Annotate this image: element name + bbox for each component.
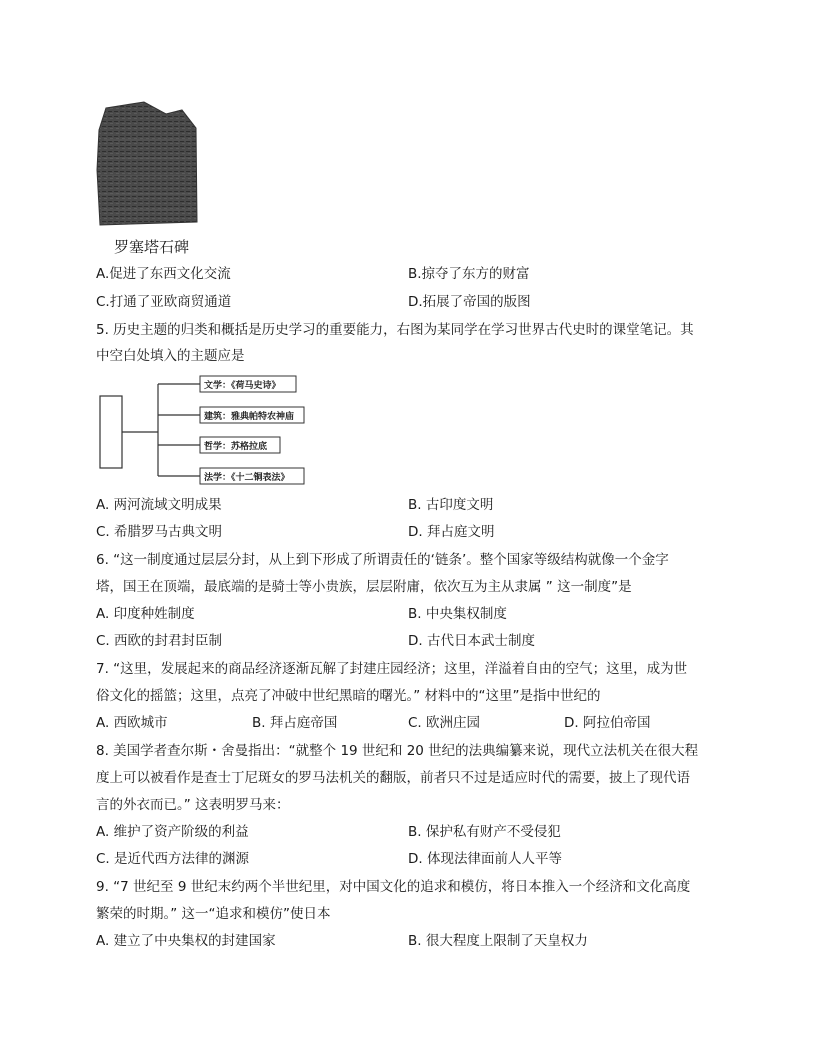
- q5-option-d: D. 拜占庭文明: [408, 524, 495, 540]
- q4-option-d: D.拓展了帝国的版图: [408, 294, 531, 310]
- q5-option-a: A. 两河流域文明成果: [96, 497, 222, 513]
- q5-option-b: B. 古印度文明: [408, 497, 494, 513]
- q9-stem-line-2: 繁荣的时期。” 这一“追求和模仿”使日本: [96, 906, 331, 922]
- diagram-item-architecture: 建筑：雅典帕特农神庙: [204, 412, 295, 422]
- q6-option-d: D. 古代日本武士制度: [408, 633, 535, 649]
- q4-option-a: A.促进了东西文化交流: [96, 266, 231, 282]
- q7-option-b: B. 拜占庭帝国: [252, 715, 338, 731]
- diagram-item-law: 法学：《十二铜表法》: [204, 473, 290, 483]
- q6-option-a: A. 印度种姓制度: [96, 606, 195, 622]
- q9-option-a: A. 建立了中央集权的封建国家: [96, 933, 276, 949]
- diagram-item-philosophy: 哲学：苏格拉底: [204, 442, 268, 452]
- q8-option-a: A. 维护了资产阶级的利益: [96, 824, 249, 840]
- q4-option-b: B.掠夺了东方的财富: [408, 266, 530, 282]
- q6-stem-line-1: 6. “这一制度通过层层分封，从上到下形成了所谓责任的‘链条’。整个国家等级结构就像一个金字: [96, 552, 669, 568]
- q5-stem-line-1: 5. 历史主题的归类和概括是历史学习的重要能力，右图为某同学在学习世界古代史时的课堂笔记。其: [96, 322, 694, 338]
- q5-stem-line-2: 中空白处填入的主题应是: [96, 348, 245, 364]
- image-caption: 罗塞塔石碑: [114, 238, 190, 256]
- q9-stem-line-1: 9. “7 世纪至 9 世纪末约两个半世纪里，对中国文化的追求和模仿，将日本推入一个经济和文化高度: [96, 879, 691, 895]
- q8-option-c: C. 是近代西方法律的渊源: [96, 851, 250, 867]
- q6-stem-line-2: 塔，国王在顶端，最底端的是骑士等小贵族，层层附庸，依次互为主从隶属 ” 这一制度”是: [96, 579, 632, 595]
- q8-stem-line-1: 8. 美国学者查尔斯・舍曼指出：“就整个 19 世纪和 20 世纪的法典编纂来说，现代立法机关在很大程: [96, 743, 699, 759]
- q6-option-c: C. 西欧的封君封臣制: [96, 633, 223, 649]
- q7-stem-line-2: 俗文化的摇篮；这里，点亮了冲破中世纪黑暗的曙光。” 材料中的“这里”是指中世纪的: [96, 688, 601, 704]
- q8-stem-line-3: 言的外衣而已。” 这表明罗马来：: [96, 797, 290, 813]
- rosetta-stone-image: [96, 100, 198, 228]
- q8-option-d: D. 体现法律面前人人平等: [408, 851, 562, 867]
- diagram-item-literature: 文学：《荷马史诗》: [204, 381, 281, 391]
- q6-option-b: B. 中央集权制度: [408, 606, 507, 622]
- q7-option-d: D. 阿拉伯帝国: [564, 715, 651, 731]
- q7-stem-line-1: 7. “这里，发展起来的商品经济逐渐瓦解了封建庄园经济；这里，洋溢着自由的空气；这里，成为世: [96, 661, 688, 677]
- q8-option-b: B. 保护私有财产不受侵犯: [408, 824, 561, 840]
- q4-option-c: C.打通了亚欧商贸通道: [96, 294, 232, 310]
- q9-option-b: B. 很大程度上限制了天皇权力: [408, 933, 588, 949]
- q8-stem-line-2: 度上可以被看作是查士丁尼斑女的罗马法机关的翻版，前者只不过是适应时代的需要，披上了现代语: [96, 770, 690, 786]
- q7-option-c: C. 欧洲庄园: [408, 715, 481, 731]
- blank-topic-box: [100, 396, 122, 468]
- q5-option-c: C. 希腊罗马古典文明: [96, 524, 223, 540]
- q7-option-a: A. 西欧城市: [96, 715, 168, 731]
- notes-diagram: [96, 372, 308, 490]
